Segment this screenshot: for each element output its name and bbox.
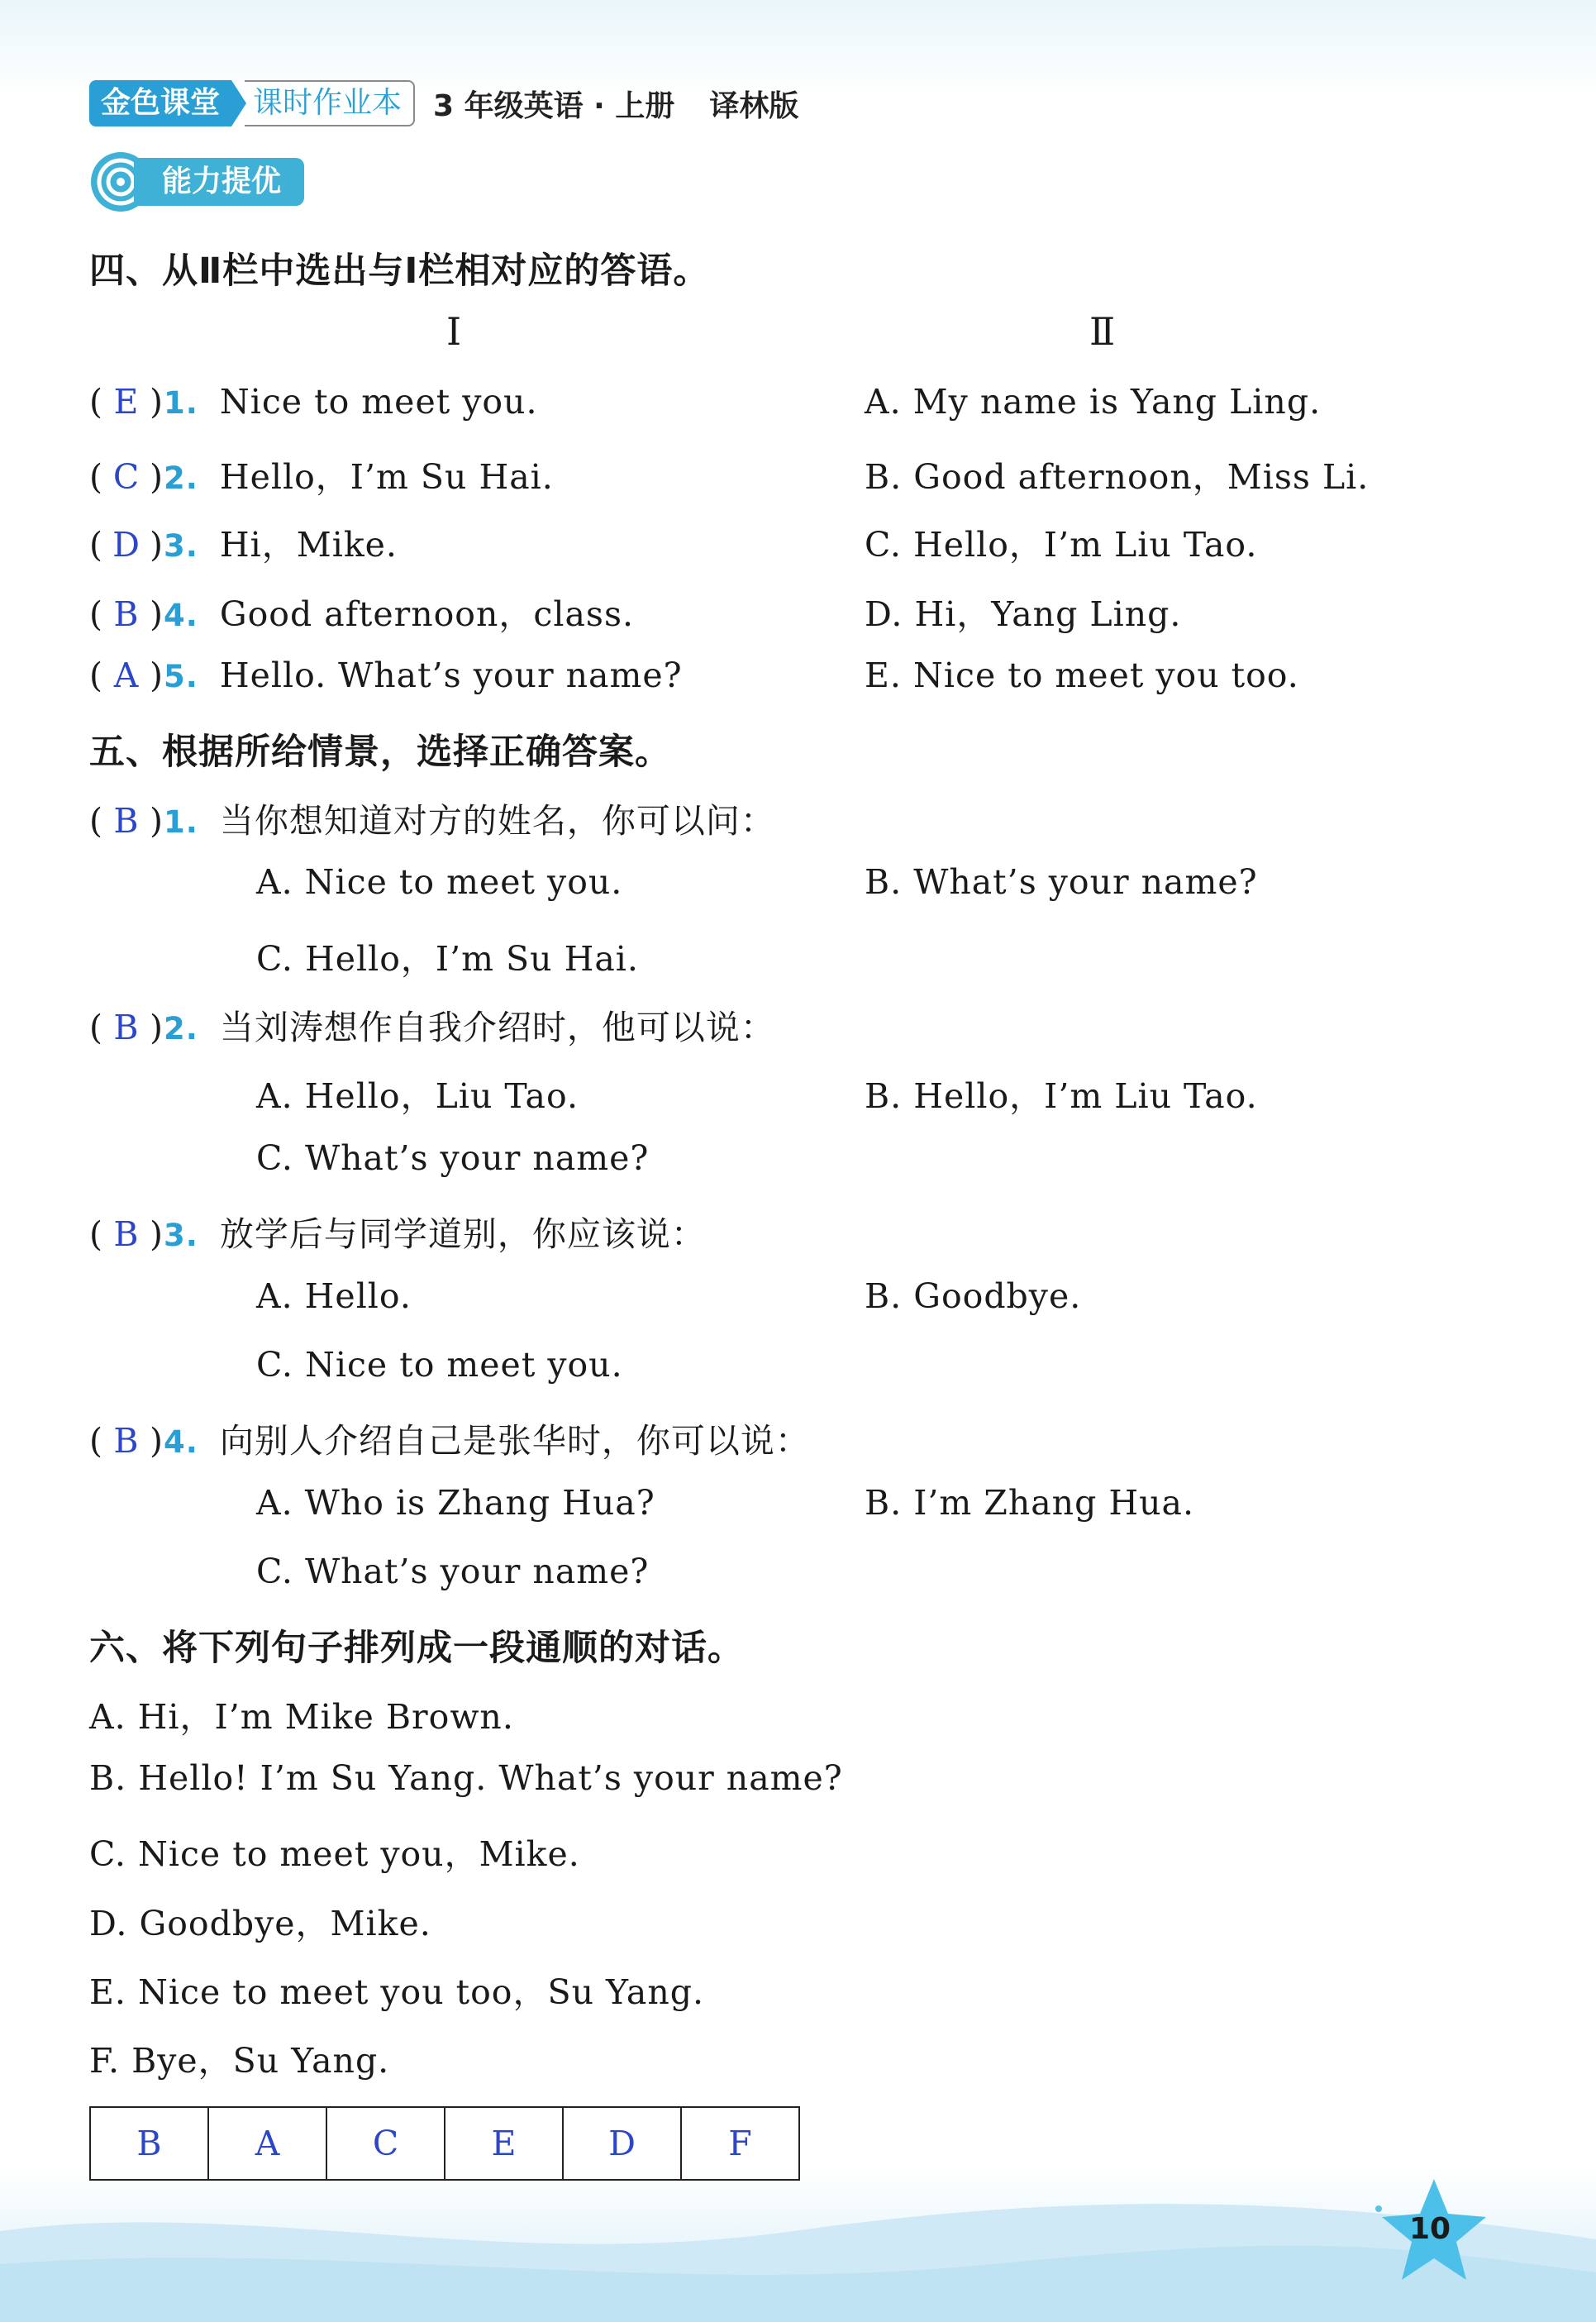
section4-title: 四、从Ⅱ栏中选出与Ⅰ栏相对应的答语。 <box>89 250 710 292</box>
section5-title: 五、根据所给情景，选择正确答案。 <box>89 732 671 773</box>
item-text: Hello，I’m Su Hai. <box>219 457 554 497</box>
s4-item-3: ( D )3. Hi，Mike. <box>89 525 398 565</box>
edition-label: 译林版 <box>709 88 799 123</box>
dialogue-sentence-a: A. Hi，I’m Mike Brown. <box>89 1697 514 1737</box>
page-number: 10 <box>1408 2212 1451 2246</box>
answer-value: B <box>113 1214 140 1254</box>
s5-2-option-c: C. What’s your name? <box>256 1138 650 1178</box>
s4-option-c: C. Hello，I’m Liu Tao. <box>865 525 1258 565</box>
order-cell: F <box>681 2107 799 2180</box>
item-number: 2. <box>164 1011 198 1047</box>
s5-3-option-a: A. Hello. <box>256 1276 412 1316</box>
subbrand-label: 课时作业本 <box>245 80 415 126</box>
dialogue-sentence-f: F. Bye，Su Yang. <box>89 2041 390 2081</box>
order-cell: A <box>208 2107 326 2180</box>
s5-3-option-b: B. Goodbye. <box>865 1276 1082 1316</box>
s4-option-a: A. My name is Yang Ling. <box>865 382 1322 422</box>
item-question: 当刘涛想作自我介绍时，他可以说： <box>219 1008 775 1047</box>
table-row <box>90 2107 799 2180</box>
answer-value: C <box>112 457 141 497</box>
column-2-header: Ⅱ <box>1089 309 1116 354</box>
dialogue-sentence-d: D. Goodbye，Mike. <box>89 1904 431 1943</box>
s4-item-2: ( C )2. Hello，I’m Su Hai. <box>89 457 554 497</box>
answer-value: B <box>113 1008 140 1047</box>
brand-label: 金色课堂 <box>89 80 231 126</box>
item-number: 1. <box>164 385 198 421</box>
s5-1-option-b: B. What’s your name? <box>865 862 1258 902</box>
item-text: Hi，Mike. <box>219 525 398 565</box>
order-cell: C <box>326 2107 445 2180</box>
column-1-header: Ⅰ <box>446 309 462 354</box>
s5-1-option-c: C. Hello，I’m Su Hai. <box>256 939 639 979</box>
answer-value: B <box>113 801 140 841</box>
answer-value: D <box>112 525 141 565</box>
s4-item-4: ( B )4. Good afternoon，class. <box>89 594 635 634</box>
item-number: 5. <box>164 659 198 694</box>
s5-item-4: ( B )4. 向别人介绍自己是张华时，你可以说： <box>89 1421 810 1461</box>
order-cell: B <box>90 2107 208 2180</box>
answer-order-table <box>89 2106 800 2181</box>
item-text: Hello. What’s your name? <box>219 656 683 695</box>
s4-item-5: ( A )5. Hello. What’s your name? <box>89 656 683 695</box>
s5-3-option-c: C. Nice to meet you. <box>256 1345 623 1385</box>
item-number: 4. <box>164 598 198 633</box>
item-text: Nice to meet you. <box>219 382 538 422</box>
order-cell: E <box>445 2107 563 2180</box>
s5-2-option-b: B. Hello，I’m Liu Tao. <box>865 1076 1258 1116</box>
dialogue-sentence-c: C. Nice to meet you，Mike. <box>89 1834 580 1874</box>
s4-option-d: D. Hi，Yang Ling. <box>865 594 1182 634</box>
answer-value: B <box>113 594 140 634</box>
dialogue-sentence-e: E. Nice to meet you too，Su Yang. <box>89 1972 705 2012</box>
item-number: 1. <box>164 804 198 840</box>
item-number: 4. <box>164 1424 198 1460</box>
badge-label: 能力提优 <box>134 158 304 206</box>
answer-value: B <box>113 1421 140 1461</box>
page-header <box>89 79 798 127</box>
s5-2-option-a: A. Hello，Liu Tao. <box>256 1076 579 1116</box>
item-question: 放学后与同学道别，你应该说： <box>219 1214 706 1254</box>
s5-4-option-b: B. I’m Zhang Hua. <box>865 1483 1194 1523</box>
order-cell: D <box>563 2107 681 2180</box>
s4-option-b: B. Good afternoon，Miss Li. <box>865 457 1370 497</box>
bottom-wave-decoration <box>0 2181 1596 2322</box>
answer-value: E <box>113 382 140 422</box>
item-question: 当你想知道对方的姓名，你可以问： <box>219 801 775 841</box>
s5-1-option-a: A. Nice to meet you. <box>256 862 623 902</box>
s5-item-3: ( B )3. 放学后与同学道别，你应该说： <box>89 1214 706 1254</box>
answer-value: A <box>113 656 140 695</box>
item-question: 向别人介绍自己是张华时，你可以说： <box>219 1421 810 1461</box>
s5-item-2: ( B )2. 当刘涛想作自我介绍时，他可以说： <box>89 1008 775 1047</box>
item-number: 3. <box>164 1218 198 1253</box>
item-number: 2. <box>164 460 198 496</box>
dialogue-sentence-b: B. Hello! I’m Su Yang. What’s your name? <box>89 1758 843 1798</box>
s5-4-option-c: C. What’s your name? <box>256 1552 650 1591</box>
s5-item-1: ( B )1. 当你想知道对方的姓名，你可以问： <box>89 801 775 841</box>
s4-item-1: ( E )1. Nice to meet you. <box>89 382 538 422</box>
s4-option-e: E. Nice to meet you too. <box>865 656 1299 695</box>
section6-title: 六、将下列句子排列成一段通顺的对话。 <box>89 1628 744 1669</box>
s5-4-option-a: A. Who is Zhang Hua? <box>256 1483 655 1523</box>
item-number: 3. <box>164 528 198 564</box>
section-badge <box>89 150 304 213</box>
grade-label: 3 年级英语 · 上册 <box>433 88 675 123</box>
item-text: Good afternoon，class. <box>219 594 635 634</box>
